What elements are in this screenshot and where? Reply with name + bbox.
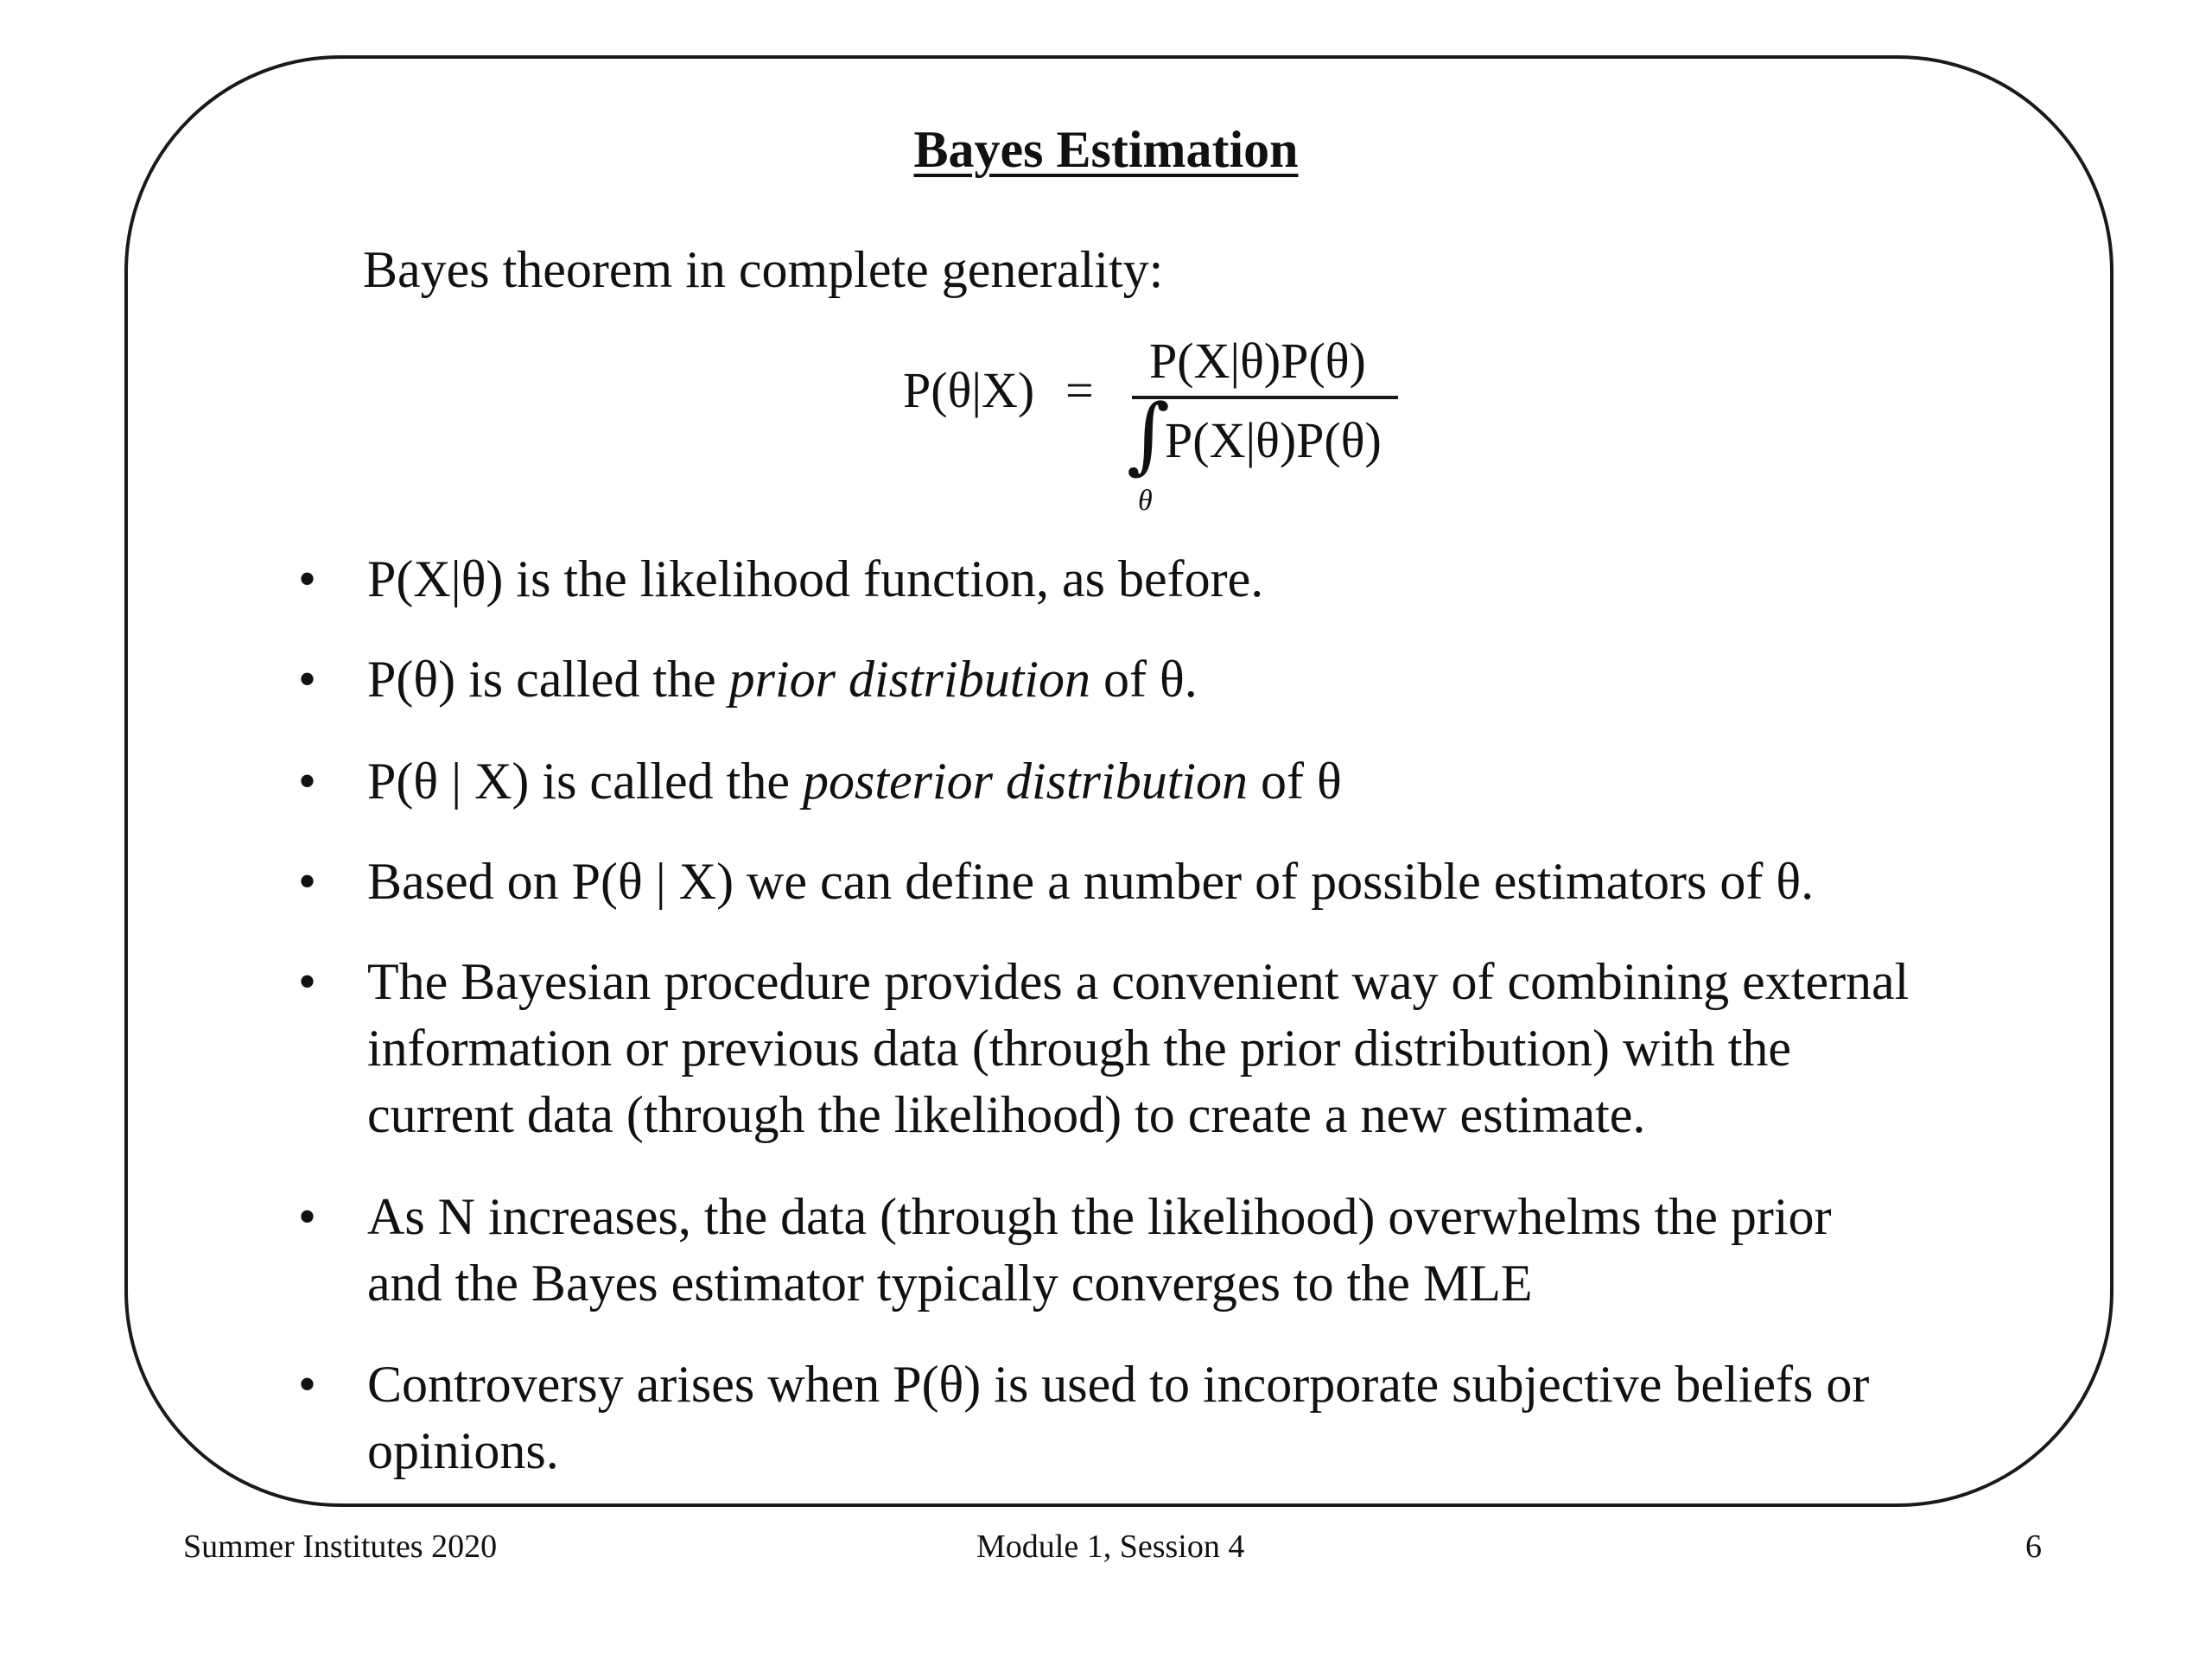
bullet-text [367, 1351, 1869, 1484]
bullet-text-emphasis: posterior distribution [802, 753, 1249, 810]
page-number: 6 [2025, 1529, 2042, 1565]
bullet-text-emphasis: prior distribution [728, 651, 1091, 708]
bullet-text-before: P(θ | X) is called the [367, 753, 803, 810]
bullet-dot: • [298, 1188, 317, 1245]
slide-title [0, 111, 2212, 188]
bullet-line: and the Bayes estimator typically converges to the MLE [367, 1255, 1533, 1312]
bullet-line: P(X|θ) is the likelihood function, as before. [367, 550, 1264, 607]
bullet-text [367, 546, 1263, 613]
integral-subscript: θ [1138, 485, 1153, 517]
footer-session: Module 1, Session 4 [976, 1529, 1245, 1565]
bullet-line: The Bayesian procedure provides a convenient way of combining external [367, 953, 1910, 1010]
integral-sign: ∫ [1127, 386, 1171, 483]
formula-lhs: P(θ|X) [903, 362, 1035, 418]
bullet-line: current data (through the likelihood) to create a new estimate. [367, 1086, 1646, 1143]
bullet-text-after: of θ. [1090, 651, 1198, 708]
bullet-line: Controversy arises when P(θ) is used to incorporate subjective beliefs or [367, 1356, 1870, 1413]
bullet-dot: • [298, 953, 317, 1010]
bullet-line: opinions. [367, 1422, 559, 1479]
bullet-text-after: of θ [1248, 753, 1342, 810]
bullet-dot: • [298, 1356, 317, 1413]
bullet-text [367, 748, 1342, 815]
bullet-dot: • [298, 753, 317, 810]
bullet-text [367, 949, 1909, 1148]
fraction-bar [1132, 396, 1398, 399]
formula-denominator: P(X|θ)P(θ) [1165, 412, 1382, 468]
bullet-text-before: P(θ) is called the [367, 651, 729, 708]
slide-title-text: Bayes Estimation [913, 121, 1299, 178]
bullet-line: Based on P(θ | X) we can define a number of possible estimators of θ. [367, 853, 1815, 910]
intro-text: Bayes theorem in complete generality: [363, 241, 1164, 298]
bullet-dot: • [298, 651, 317, 708]
bullet-line: As N increases, the data (through the likelihood) overwhelms the prior [367, 1188, 1832, 1245]
formula-equals: = [1065, 362, 1094, 418]
bullet-dot: • [298, 853, 317, 910]
bullet-dot: • [298, 550, 317, 607]
bullet-text [367, 849, 1814, 915]
bullet-line: information or previous data (through the prior distribution) with the [367, 1020, 1792, 1077]
footer-institution: Summer Institutes 2020 [183, 1529, 498, 1565]
bullet-text [367, 646, 1198, 713]
bullet-text [367, 1184, 1832, 1317]
formula-numerator: P(X|θ)P(θ) [1149, 333, 1366, 389]
